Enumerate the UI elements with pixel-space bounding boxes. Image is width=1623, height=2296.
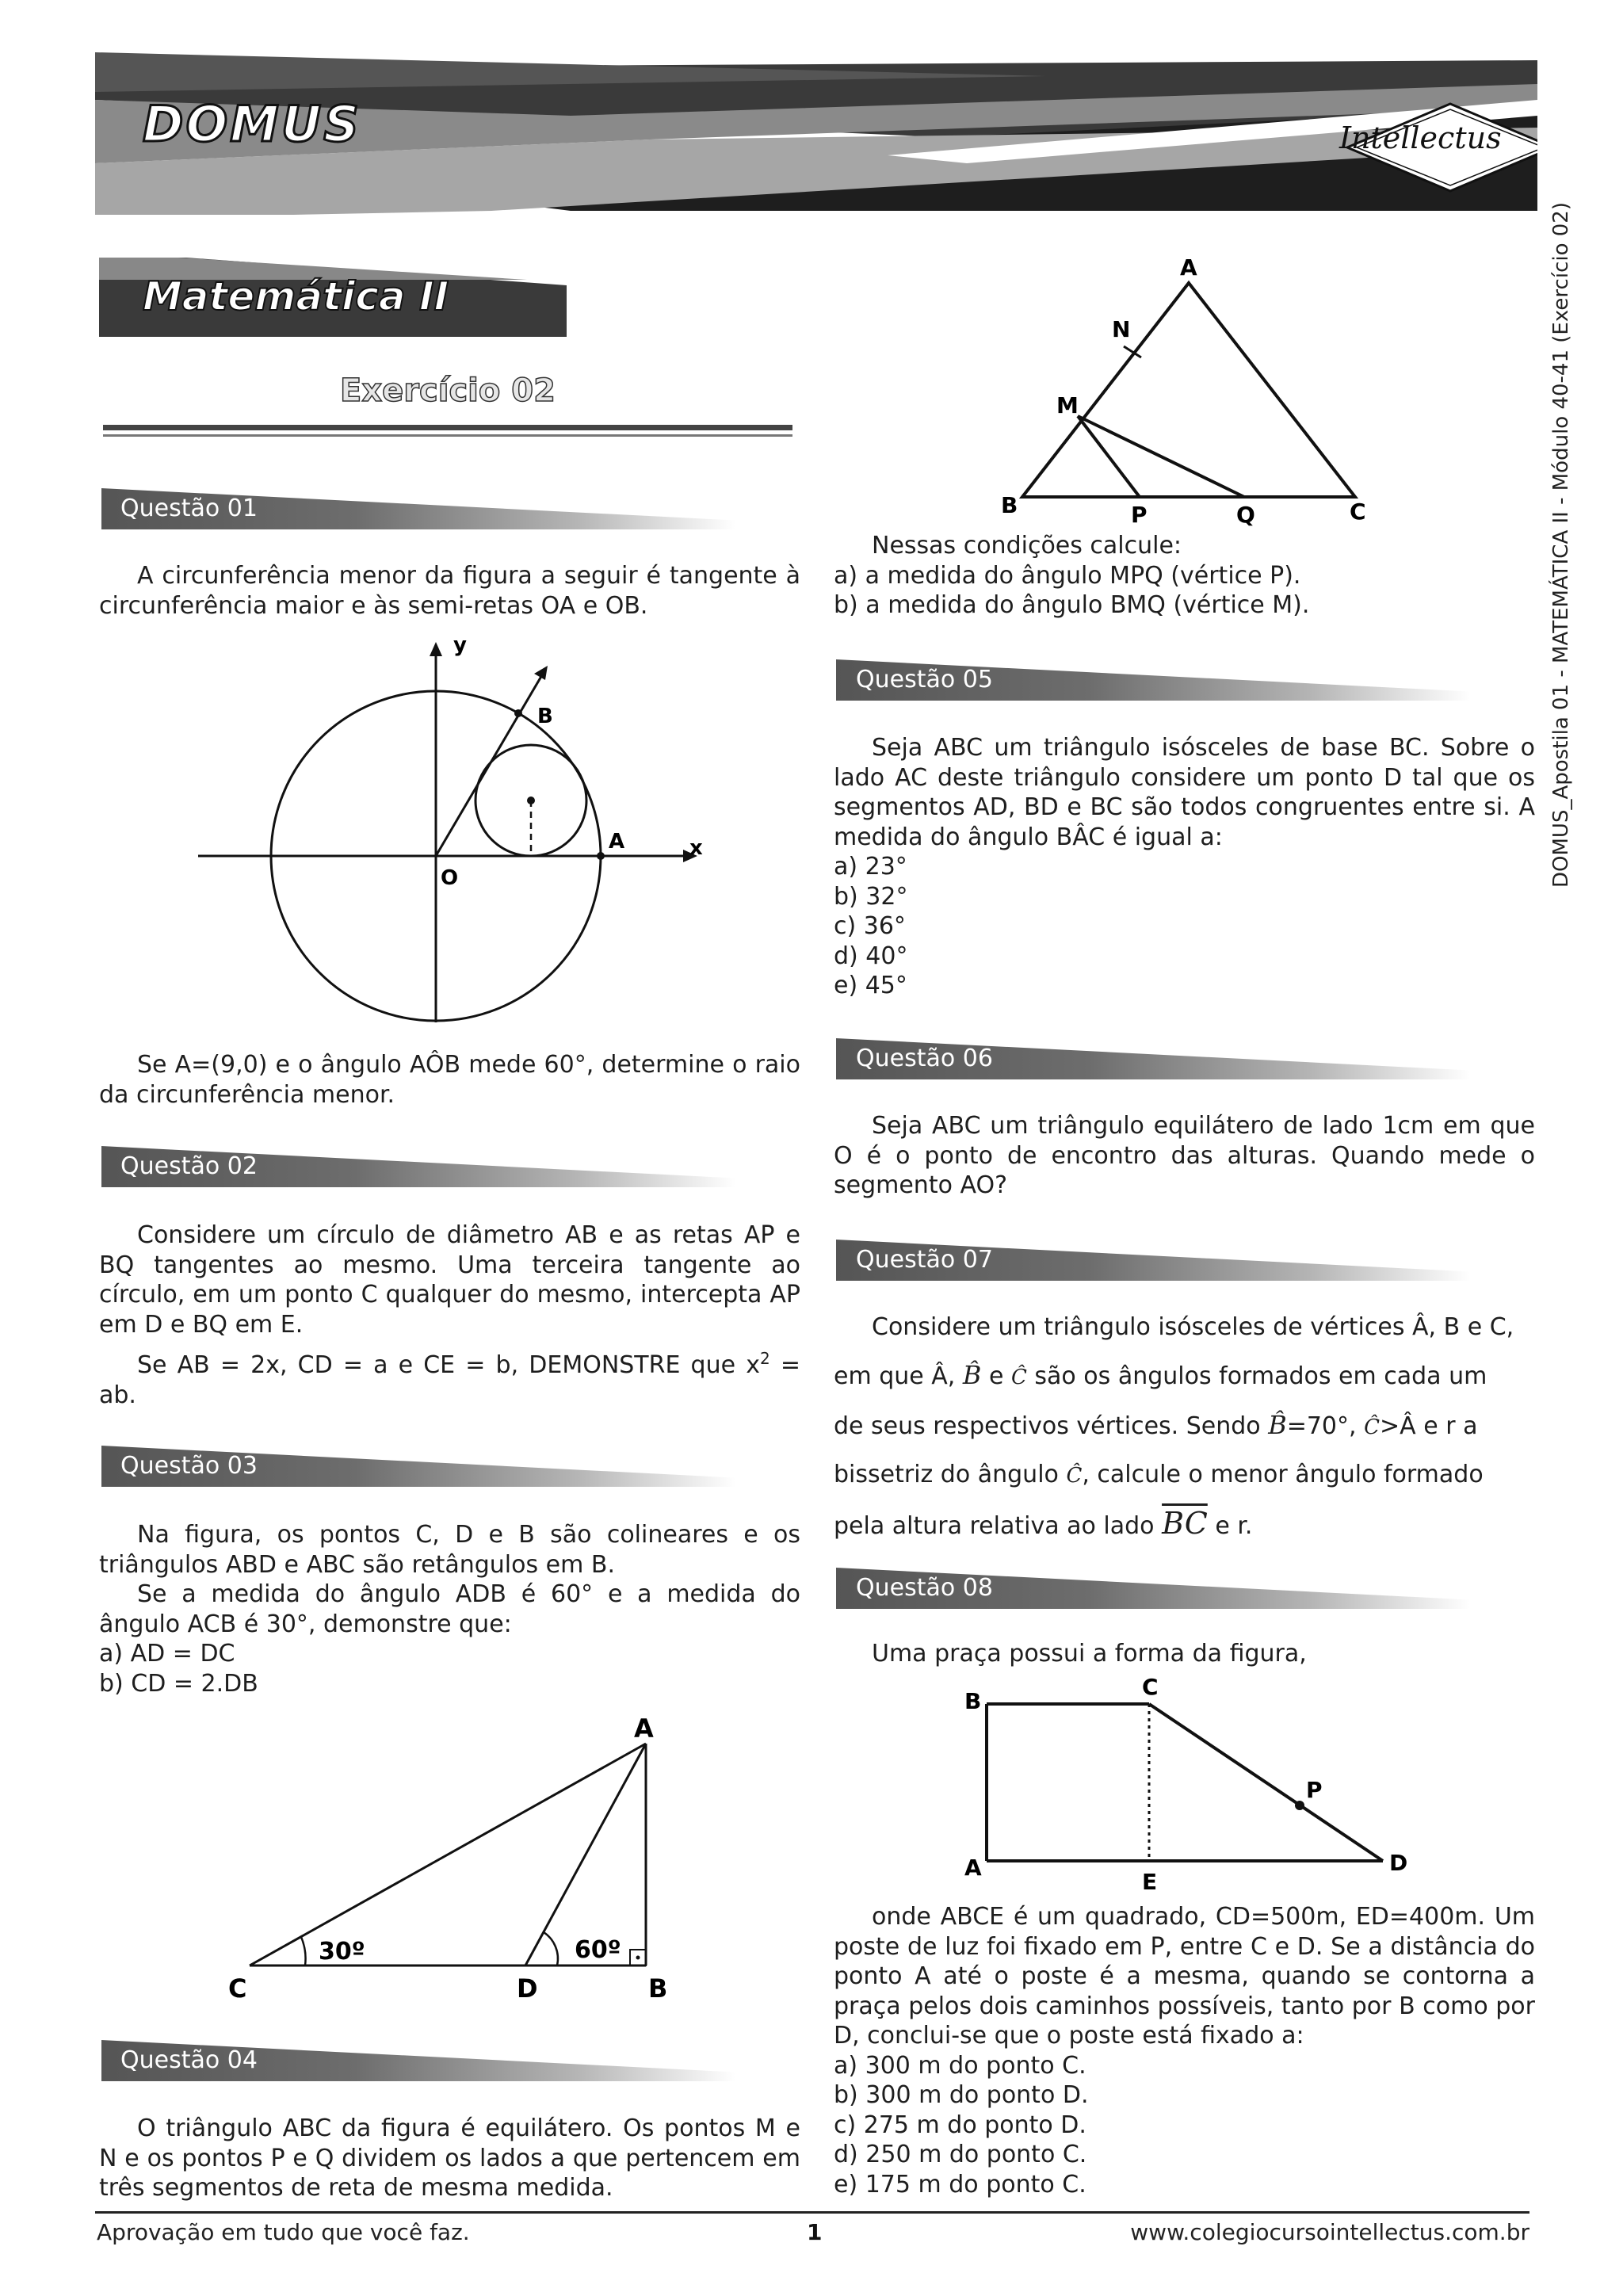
fig1-label-y: y (453, 634, 467, 657)
question-03-label: Questão 03 (120, 1452, 258, 1480)
question-08-text: onde ABCE é um quadrado, CD=500m, ED=400m. Um poste de luz foi fixado em P, entre C e D. Se a distância do ponto A até o poste é a mesma, quando se contorna a praça pelos dois caminhos possíveis, tanto por B como por D, conclui-se que o poste está fixado a: a) 300 m do ponto C. b) 300 m do ponto D. c) 275 m do ponto D. d) 250 m do ponto C. e) 175 m do ponto C. (834, 1903, 1535, 2199)
question-05-text: Seja ABC um triângulo isósceles de base BC. Sobre o lado AC deste triângulo considere um ponto D tal que os segmentos AD, BD e BC são todos congruentes entre si. A medida do ângulo BÂC é igual a: a) 23° b) 32° c) 36° d) 40° e) 45° (834, 734, 1535, 999)
question-02-label: Questão 02 (120, 1152, 258, 1180)
question-02-text: Considere um círculo de diâmetro AB e as retas AP e BQ tangentes ao mesmo. Uma terceira tangente ao círculo, em um ponto C qualquer do mesmo, intercepta AP em D e BQ em E. Se AB = 2x, CD = a e CE = b, DEMONSTRE que $x^2$ = ab. (99, 1221, 800, 1409)
fig8-label-c: C (1142, 1674, 1159, 1700)
footer-website: www.colegiocursointellectus.com.br (1130, 2219, 1529, 2245)
fig4-label-a: A (1180, 258, 1197, 281)
title-divider (103, 425, 792, 430)
question-08-label: Questão 08 (856, 1574, 993, 1602)
q8-option-d: d) 250 m do ponto C. (834, 2141, 1087, 2168)
question-01-question: Se A=(9,0) e o ângulo AÔB mede 60°, determine o raio da circunferência menor. (99, 1051, 800, 1109)
question-03-text: Na figura, os pontos C, D e B são colineares e os triângulos ABD e ABC são retângulos em B. Se a medida do ângulo ADB é 60° e a medida do ângulo ACB é 30°, demonstre que: a) AD = DC b) CD = 2.DB (99, 1521, 800, 1698)
fig3-angle-30: 30º (319, 1938, 365, 1966)
question-01-text: A circunferência menor da figura a seguir é tangente à circunferência maior e às semi-retas OA e OB. (99, 562, 800, 620)
fig3-label-d: D (517, 1973, 538, 2004)
fig4-label-m: M (1056, 392, 1079, 418)
fig4-label-q: Q (1236, 502, 1255, 527)
question-07-text: Considere um triângulo isósceles de vértices Â, B e C, em que Â, B̂ e Ĉ são os ângulos formados em cada um de seus respectivos vértices. Sendo B̂=70°, Ĉ>Â e r a bissetriz do ângulo Ĉ, calcule o menor ângulo formado pela altura relativa ao lado $\overline{BC}$ e r. (834, 1313, 1514, 1541)
q5-option-b: b) 32° (834, 882, 908, 911)
footer-rule (95, 2211, 1529, 2214)
fig4-label-p: P (1131, 502, 1148, 527)
fig8-label-d: D (1389, 1850, 1408, 1876)
domus-logo: DOMUS (143, 95, 361, 153)
fig8-label-b: B (964, 1688, 982, 1714)
question-06-label: Questão 06 (856, 1045, 993, 1072)
q5-option-a: a) 23° (834, 853, 907, 881)
fig3-label-b: B (648, 1973, 668, 2004)
question-01-label: Questão 01 (120, 495, 258, 522)
q4-equilateral-figure (995, 258, 1391, 527)
fig1-label-x: x (689, 836, 703, 860)
question-04-label: Questão 04 (120, 2046, 258, 2074)
fig3-label-a: A (634, 1713, 654, 1744)
q5-option-d: d) 40° (834, 942, 908, 970)
q8-square-figure (955, 1672, 1423, 1910)
q8-option-a: a) 300 m do ponto C. (834, 2051, 1086, 2080)
fig4-label-b: B (1001, 492, 1018, 518)
q3-triangle-figure (214, 1704, 721, 2005)
q5-option-c: c) 36° (834, 912, 906, 940)
fig8-label-e: E (1142, 1869, 1158, 1895)
q8-option-b: b) 300 m do ponto D. (834, 2081, 1089, 2109)
fig8-label-a: A (964, 1855, 982, 1881)
footer-slogan: Aprovação em tudo que você faz. (97, 2219, 470, 2245)
question-08-intro: Uma praça possui a forma da figura, (872, 1640, 1307, 1668)
q8-option-c: c) 275 m do ponto D. (834, 2111, 1086, 2139)
fig3-angle-60: 60º (575, 1936, 621, 1964)
title-divider-thin (103, 434, 792, 437)
question-04-subquestions: Nessas condições calcule: a) a medida do ângulo MPQ (vértice P). b) a medida do ângulo BMQ (vértice M). (834, 532, 1310, 619)
fig4-label-n: N (1112, 316, 1131, 342)
fig1-label-a: A (609, 830, 625, 854)
q8-option-e: e) 175 m do ponto C. (834, 2170, 1086, 2199)
fig1-label-o: O (441, 866, 459, 890)
question-05-label: Questão 05 (856, 666, 993, 693)
page-number: 1 (807, 2219, 823, 2245)
side-document-label: DOMUS_Apostila 01 - MATEMÁTICA II - Módulo 40-41 (Exercício 02) (1549, 202, 1573, 888)
fig3-label-c: C (228, 1973, 247, 2004)
q5-option-e: e) 45° (834, 972, 907, 999)
exercise-title: Exercício 02 (340, 372, 556, 409)
question-04-text: O triângulo ABC da figura é equilátero. Os pontos M e N e os pontos P e Q dividem os lados a que pertencem em três segmentos de reta de mesma medida. (99, 2115, 800, 2202)
subject-title: Matemática II (143, 273, 449, 319)
fig1-label-b: B (537, 705, 553, 728)
fig8-label-p: P (1306, 1777, 1323, 1803)
fig4-label-c: C (1350, 499, 1366, 525)
question-06-text: Seja ABC um triângulo equilátero de lado 1cm em que O é o ponto de encontro das alturas. Quando mede o segmento AO? (834, 1112, 1535, 1199)
intellectus-logo: Intellectus (1339, 120, 1502, 155)
question-07-label: Questão 07 (856, 1246, 993, 1274)
q1-circle-figure (198, 634, 713, 1030)
